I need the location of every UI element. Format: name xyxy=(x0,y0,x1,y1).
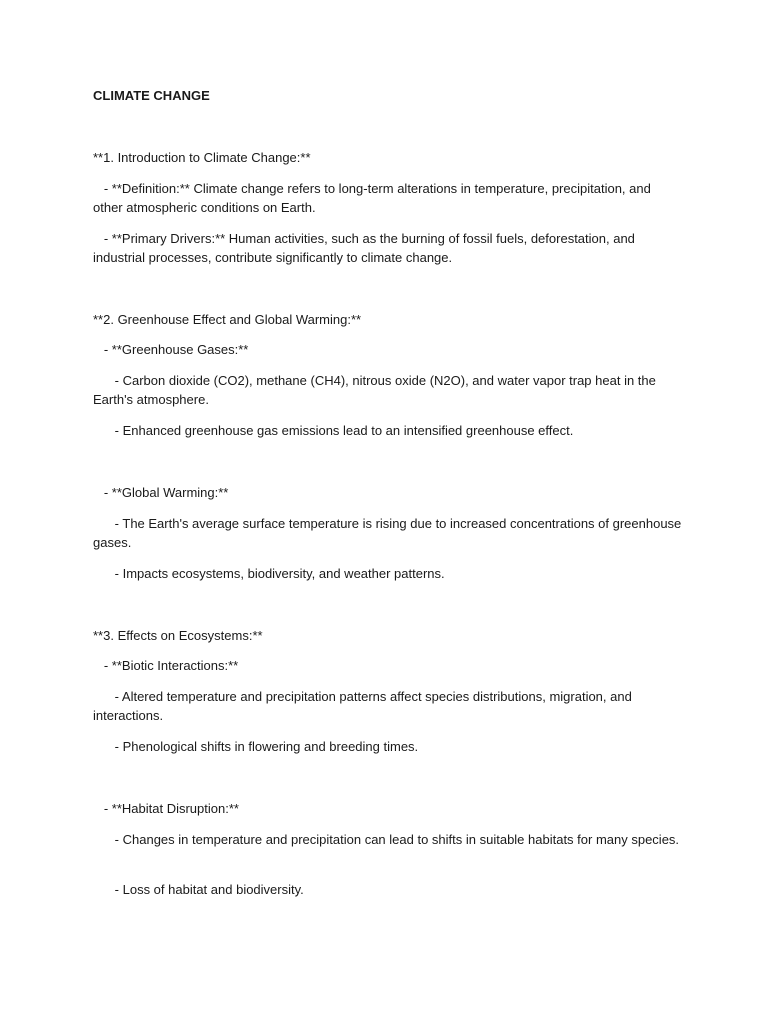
paragraph-altered-patterns: - Altered temperature and precipitation patterns affect species distributions, migration, and interactions. xyxy=(93,689,636,723)
section-heading-1: **1. Introduction to Climate Change:** xyxy=(93,150,311,165)
paragraph-enhanced-emissions: - Enhanced greenhouse gas emissions lead to an intensified greenhouse effect. xyxy=(93,423,574,438)
paragraph-primary-drivers: - **Primary Drivers:** Human activities, such as the burning of fossil fuels, deforestation, and industrial processes, contribute significantly to climate change. xyxy=(93,231,639,265)
paragraph-temperature-rising: - The Earth's average surface temperature is rising due to increased concentrations of greenhouse gases. xyxy=(93,516,685,550)
subheading-global-warming: - **Global Warming:** xyxy=(93,485,229,500)
subheading-biotic-interactions: - **Biotic Interactions:** xyxy=(93,658,239,673)
section-heading-3: **3. Effects on Ecosystems:** xyxy=(93,628,263,643)
paragraph-habitat-loss: - Loss of habitat and biodiversity. xyxy=(93,882,304,897)
paragraph-gases-list: - Carbon dioxide (CO2), methane (CH4), nitrous oxide (N2O), and water vapor trap heat in the Earth's atmosphere. xyxy=(93,373,660,407)
document-title: CLIMATE CHANGE xyxy=(93,88,210,103)
paragraph-habitat-shifts: - Changes in temperature and precipitation can lead to shifts in suitable habitats for many species. xyxy=(93,832,680,847)
subheading-habitat-disruption: - **Habitat Disruption:** xyxy=(93,801,239,816)
paragraph-definition: - **Definition:** Climate change refers to long-term alterations in temperature, precipitation, and other atmospheric conditions on Earth. xyxy=(93,181,655,215)
section-heading-2: **2. Greenhouse Effect and Global Warming:** xyxy=(93,312,362,327)
subheading-greenhouse-gases: - **Greenhouse Gases:** xyxy=(93,342,249,357)
paragraph-phenological-shifts: - Phenological shifts in flowering and breeding times. xyxy=(93,739,419,754)
paragraph-impacts: - Impacts ecosystems, biodiversity, and weather patterns. xyxy=(93,566,445,581)
